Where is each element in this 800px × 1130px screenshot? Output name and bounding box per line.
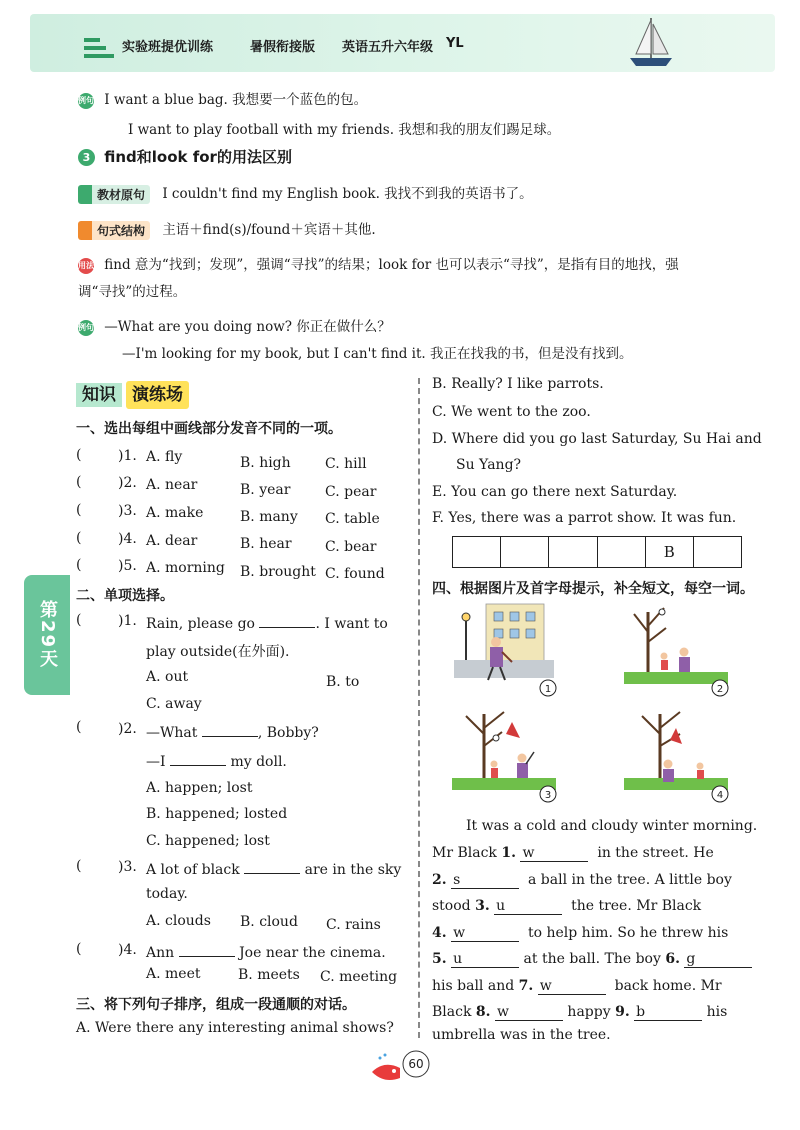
practice-banner	[76, 381, 218, 409]
example-line-1: I want a blue bag. 我想要一个蓝色的包。	[104, 92, 368, 108]
blank-number: 6.	[665, 951, 680, 967]
option-a: A. happen; lost	[146, 780, 253, 796]
blank-number: 1.	[501, 845, 516, 861]
option-a: A. make	[146, 505, 204, 521]
question-number: )3.	[118, 859, 137, 875]
page-number: 60	[408, 1057, 424, 1071]
option-b: B. meets	[238, 967, 300, 983]
passage-text: happy	[567, 1004, 611, 1020]
blank-5[interactable]: u	[451, 951, 519, 968]
example-line-2: I want to play football with my friends. 我想和我的朋友们踢足球。	[128, 122, 561, 138]
option-a: A. out	[146, 669, 189, 685]
page-number-badge	[370, 1050, 450, 1084]
practice-banner-part1: 知识	[76, 383, 122, 407]
blank-8[interactable]: w	[495, 1004, 563, 1021]
passage-text: the tree. Mr Black	[571, 898, 702, 914]
stem-text: . I want to	[315, 616, 388, 632]
question-number: )2.	[118, 721, 137, 737]
option-c: C. table	[325, 511, 380, 527]
picture-boy-and-tree	[620, 602, 732, 698]
brand-logo-icon	[82, 34, 118, 60]
order-cell-1[interactable]	[453, 537, 501, 567]
option-c: C. rains	[326, 917, 381, 933]
option-c: C. meeting	[320, 969, 398, 985]
blank-7[interactable]: w	[538, 978, 606, 995]
blank-number: 9.	[615, 1004, 630, 1020]
part1-title: 一、选出每组中画线部分发音不同的一项。	[76, 421, 342, 437]
option-c: C. happened; lost	[146, 833, 270, 849]
blank-3[interactable]: u	[494, 898, 562, 915]
question-stem	[146, 752, 287, 770]
answer-paren[interactable]: (	[76, 474, 82, 490]
page-header	[30, 14, 775, 72]
picture-man-walking	[448, 602, 560, 698]
passage-text: Black	[432, 1004, 472, 1020]
passage-line-7	[432, 978, 722, 995]
answer-paren[interactable]: (	[76, 858, 82, 874]
option-c: C. hill	[325, 456, 367, 472]
usage-row	[78, 253, 679, 274]
option-b: B. year	[240, 482, 291, 498]
blank-2[interactable]: s	[451, 872, 519, 889]
section-3-title: find和look for的用法区别	[104, 148, 292, 166]
source-sentence-row	[78, 182, 533, 204]
edition-label: 暑假衔接版	[250, 40, 316, 55]
stem-text: —I	[146, 754, 166, 770]
picture-number-1: 1	[544, 684, 552, 695]
example-badge: 例句	[78, 93, 94, 109]
option-b: B. hear	[240, 536, 292, 552]
item-number: )1.	[118, 448, 137, 464]
answer-blank[interactable]	[202, 723, 258, 737]
stem-text: Joe near the cinema.	[239, 945, 386, 961]
passage-text: to help him. So he threw his	[527, 925, 729, 941]
answer-blank[interactable]	[170, 752, 226, 766]
dialogue-sentence-b: B. Really? I like parrots.	[432, 376, 604, 392]
option-c: C. found	[325, 566, 385, 582]
passage-line-3	[432, 872, 732, 889]
example-block-top	[78, 88, 367, 109]
option-a: A. morning	[146, 560, 225, 576]
dialogue-sentence-d: D. Where did you go last Saturday, Su Hai and	[432, 431, 762, 447]
passage-line-1: It was a cold and cloudy winter morning.	[466, 818, 758, 834]
answer-paren[interactable]: (	[76, 557, 82, 573]
option-b: B. to	[326, 674, 360, 690]
order-cell-6[interactable]	[694, 537, 741, 567]
part2-title: 二、单项选择。	[76, 588, 174, 604]
passage-line-5	[432, 925, 728, 942]
item-number: )3.	[118, 503, 137, 519]
passage-line-9: umbrella was in the tree.	[432, 1027, 611, 1043]
structure-label: 句式结构	[78, 221, 150, 240]
section-3-heading	[78, 146, 292, 167]
dialogue-sentence-c: C. We went to the zoo.	[432, 404, 591, 420]
picture-number-3: 3	[544, 790, 552, 801]
order-cell-3[interactable]	[549, 537, 597, 567]
blank-1[interactable]: w	[520, 845, 588, 862]
option-a: A. clouds	[146, 913, 211, 929]
blank-9[interactable]: b	[634, 1004, 702, 1021]
edition-code: YL	[446, 36, 464, 51]
question-stem	[146, 943, 386, 961]
option-b: B. happened; losted	[146, 806, 288, 822]
option-b: B. high	[240, 455, 291, 471]
item-number: )5.	[118, 558, 137, 574]
stem-text: A lot of black	[146, 862, 240, 878]
blank-number: 3.	[475, 898, 490, 914]
passage-line-2	[432, 845, 714, 862]
example-2-line-2: —I'm looking for my book, but I can't find it. 我正在找我的书，但是没有找到。	[122, 346, 633, 362]
stem-text: Ann	[146, 945, 175, 961]
question-stem	[146, 860, 401, 878]
usage-line-1: find 意为“找到；发现”，强调“寻找”的结果；look for 也可以表示“寻找”，是指有目的地找，强	[104, 257, 679, 273]
source-sentence-label: 教材原句	[78, 185, 150, 204]
passage-text: a ball in the tree. A little boy	[527, 872, 732, 888]
blank-4[interactable]: w	[451, 925, 519, 942]
order-cell-4[interactable]	[598, 537, 646, 567]
passage-text: stood	[432, 898, 471, 914]
dialogue-sentence-e: E. You can go there next Saturday.	[432, 484, 678, 500]
picture-throwing-umbrella	[448, 708, 560, 804]
question-number: )1.	[118, 613, 137, 629]
dialogue-sentence-a: A. Were there any interesting animal shows?	[76, 1020, 394, 1036]
option-b: B. cloud	[240, 914, 298, 930]
dialogue-sentence-f: F. Yes, there was a parrot show. It was fun.	[432, 510, 737, 526]
blank-6[interactable]: g	[684, 951, 752, 968]
series-title: 实验班提优训练	[122, 40, 214, 55]
part3-title: 三、将下列句子排序，组成一段通顺的对话。	[76, 997, 356, 1013]
option-c: C. bear	[325, 539, 377, 555]
dialogue-sentence-d-cont: Su Yang?	[456, 457, 522, 473]
option-a: A. meet	[146, 966, 201, 982]
passage-text: Mr Black	[432, 845, 497, 861]
picture-number-2: 2	[716, 684, 724, 695]
picture-number-4: 4	[716, 790, 724, 801]
blank-number: 7.	[518, 978, 534, 994]
example-row-2	[78, 315, 391, 336]
question-stem	[146, 614, 388, 632]
column-divider	[418, 378, 420, 1038]
passage-text: his	[706, 1004, 728, 1020]
practice-banner-part2: 演练场	[126, 381, 189, 409]
stem-text: play outside(在外面).	[146, 644, 290, 660]
order-cell-5[interactable]: B	[646, 537, 694, 567]
option-a: A. near	[146, 477, 198, 493]
stem-text: today.	[146, 886, 188, 902]
answer-paren[interactable]: (	[76, 941, 82, 957]
option-c: C. away	[146, 696, 202, 712]
answer-paren[interactable]: (	[76, 719, 82, 735]
part4-title: 四、根据图片及首字母提示，补全短文，每空一词。	[432, 581, 754, 597]
passage-line-8	[432, 1004, 727, 1021]
stem-text: are in the sky	[304, 862, 402, 878]
blank-number: 5.	[432, 951, 447, 967]
passage-text: back home. Mr	[614, 978, 722, 994]
day-tab: 第29天	[24, 575, 70, 695]
item-number: )2.	[118, 475, 137, 491]
passage-text: at the ball. The boy	[523, 951, 661, 967]
grade-label: 英语五升六年级	[342, 40, 434, 55]
item-number: )4.	[118, 531, 137, 547]
passage-line-6	[432, 951, 752, 968]
stem-text: Rain, please go	[146, 616, 255, 632]
passage-text: in the street. He	[597, 845, 714, 861]
answer-blank[interactable]	[179, 943, 235, 957]
answer-blank[interactable]	[259, 614, 315, 628]
answer-blank[interactable]	[244, 860, 300, 874]
structure-text: 主语＋find(s)/found＋宾语＋其他.	[162, 222, 376, 238]
source-sentence-text: I couldn't find my English book. 我找不到我的英语书了。	[162, 186, 533, 202]
question-stem	[146, 723, 319, 741]
example-2-line-1: —What are you doing now? 你正在做什么？	[104, 319, 391, 335]
option-c: C. pear	[325, 484, 377, 500]
structure-row	[78, 218, 376, 240]
answer-paren[interactable]: (	[76, 612, 82, 628]
blank-number: 8.	[475, 1004, 491, 1020]
stem-text: —What	[146, 725, 198, 741]
passage-text: his ball and	[432, 978, 515, 994]
usage-badge: 用法	[78, 258, 94, 274]
option-b: B. brought	[240, 564, 316, 580]
blank-number: 2.	[432, 872, 447, 888]
stem-text: my doll.	[230, 754, 287, 770]
usage-line-2: 调“寻找”的过程。	[78, 284, 187, 300]
passage-line-4	[432, 898, 701, 915]
option-b: B. many	[240, 509, 298, 525]
answer-paren[interactable]: (	[76, 447, 82, 463]
answer-paren[interactable]: (	[76, 502, 82, 518]
blank-number: 4.	[432, 925, 447, 941]
stem-text: , Bobby?	[257, 725, 319, 741]
option-a: A. dear	[146, 533, 198, 549]
sailboat-icon	[626, 16, 676, 72]
order-cell-2[interactable]	[501, 537, 549, 567]
option-a: A. fly	[146, 449, 183, 465]
example-badge-2: 例句	[78, 320, 94, 336]
picture-umbrella-in-tree	[620, 708, 732, 804]
section-number: 3	[78, 149, 95, 166]
question-number: )4.	[118, 942, 137, 958]
answer-paren[interactable]: (	[76, 530, 82, 546]
order-answer-grid	[452, 536, 742, 568]
